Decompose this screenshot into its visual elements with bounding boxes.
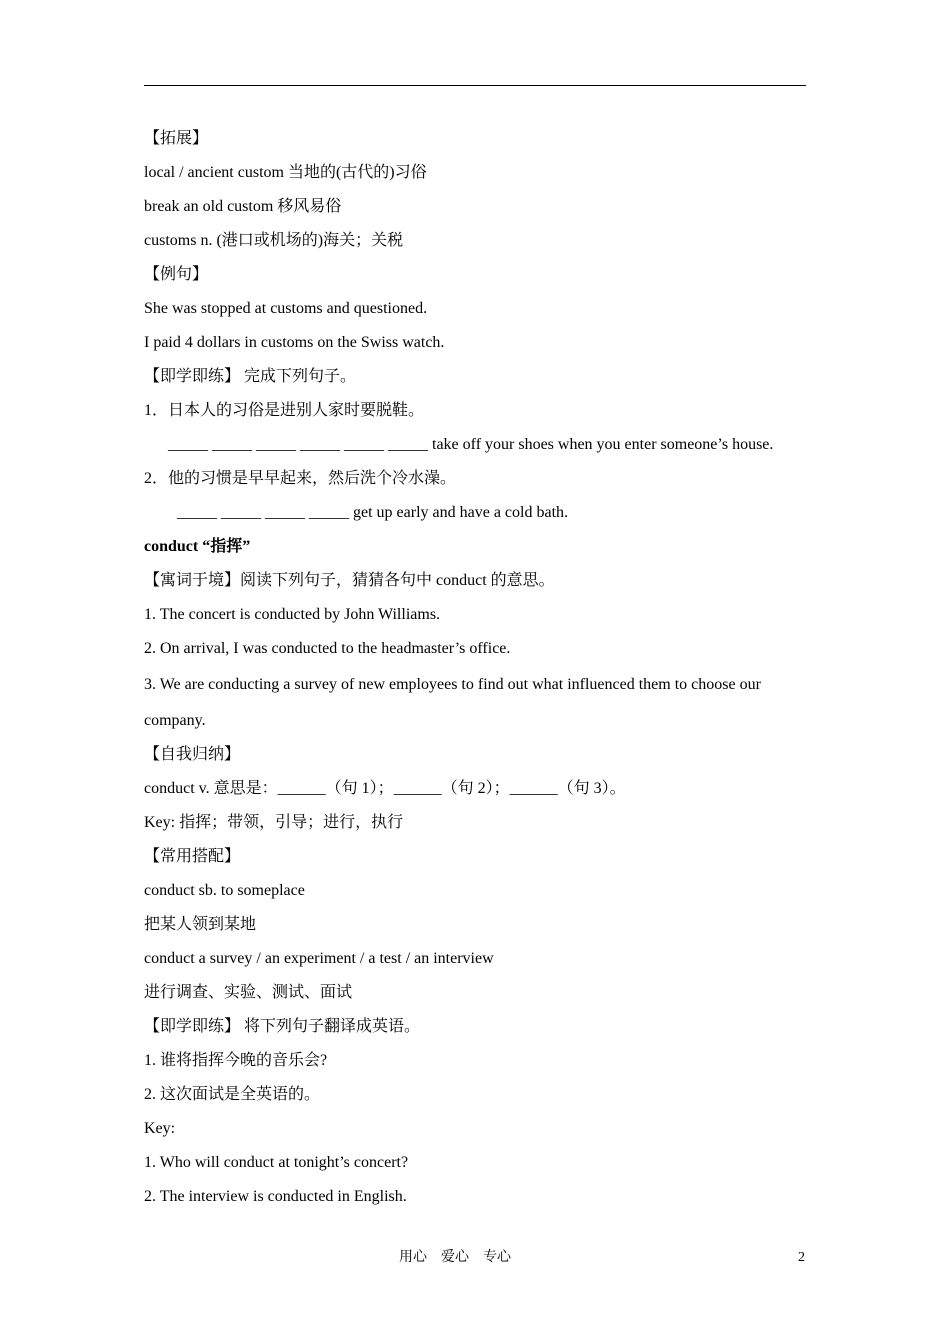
- exercise-blank-line: _____ _____ _____ _____ get up early and have a cold bath.: [177, 504, 569, 521]
- section-heading-context: 【寓词于境】阅读下列句子，猜猜各句中 conduct 的意思。: [144, 572, 555, 589]
- translation-prompt: 1. 谁将指挥今晚的音乐会?: [144, 1052, 328, 1069]
- section-heading-practice: 【即学即练】 完成下列句子。: [144, 368, 357, 385]
- collocation-meaning: 把某人领到某地: [144, 916, 257, 933]
- collocation: conduct sb. to someplace: [144, 882, 305, 899]
- section-heading-examples: 【例句】: [144, 266, 209, 283]
- text-line: local / ancient custom 当地的(古代的)习俗: [144, 164, 427, 181]
- section-heading-extension: 【拓展】: [144, 130, 209, 147]
- text-line: customs n. (港口或机场的)海关；关税: [144, 232, 404, 249]
- collocation-meaning: 进行调查、实验、测试、面试: [144, 984, 353, 1001]
- answer-key-label: Key:: [144, 1120, 176, 1137]
- example-sentence: 2. On arrival, I was conducted to the headmaster’s office.: [144, 640, 511, 657]
- vocabulary-heading: conduct “指挥”: [144, 538, 251, 555]
- example-sentence-continued: company.: [144, 712, 206, 729]
- document-body: [144, 122, 814, 1214]
- header-rule: [144, 85, 806, 86]
- example-sentence: 3. We are conducting a survey of new employees to find out what influenced them to choose our: [144, 676, 761, 693]
- example-sentence: I paid 4 dollars in customs on the Swiss watch.: [144, 334, 445, 351]
- section-heading-summary: 【自我归纳】: [144, 746, 241, 763]
- page-number: 2: [798, 1250, 805, 1265]
- answer-key: Key: 指挥；带领，引导；进行，执行: [144, 814, 404, 831]
- summary-blanks: conduct v. 意思是：______（句 1）；______（句 2）；______（句 3）。: [144, 780, 626, 797]
- example-sentence: 1. The concert is conducted by John Williams.: [144, 606, 441, 623]
- example-sentence: She was stopped at customs and questioned.: [144, 300, 428, 317]
- exercise-prompt: 2．他的习惯是早早起来，然后洗个冷水澡。: [144, 470, 457, 487]
- text-line: break an old custom 移风易俗: [144, 198, 342, 215]
- answer-key: 1. Who will conduct at tonight’s concert?: [144, 1154, 409, 1171]
- exercise-blank-line: _____ _____ _____ _____ _____ _____ take off your shoes when you enter someone’s house.: [168, 436, 774, 453]
- section-heading-practice: 【即学即练】 将下列句子翻译成英语。: [144, 1018, 421, 1035]
- collocation: conduct a survey / an experiment / a test / an interview: [144, 950, 494, 967]
- footer-motto: 用心 爱心 专心: [399, 1250, 511, 1265]
- translation-prompt: 2. 这次面试是全英语的。: [144, 1086, 321, 1103]
- section-heading-collocations: 【常用搭配】: [144, 848, 241, 865]
- answer-key: 2. The interview is conducted in English.: [144, 1188, 407, 1205]
- exercise-prompt: 1．日本人的习俗是进别人家时要脱鞋。: [144, 402, 425, 419]
